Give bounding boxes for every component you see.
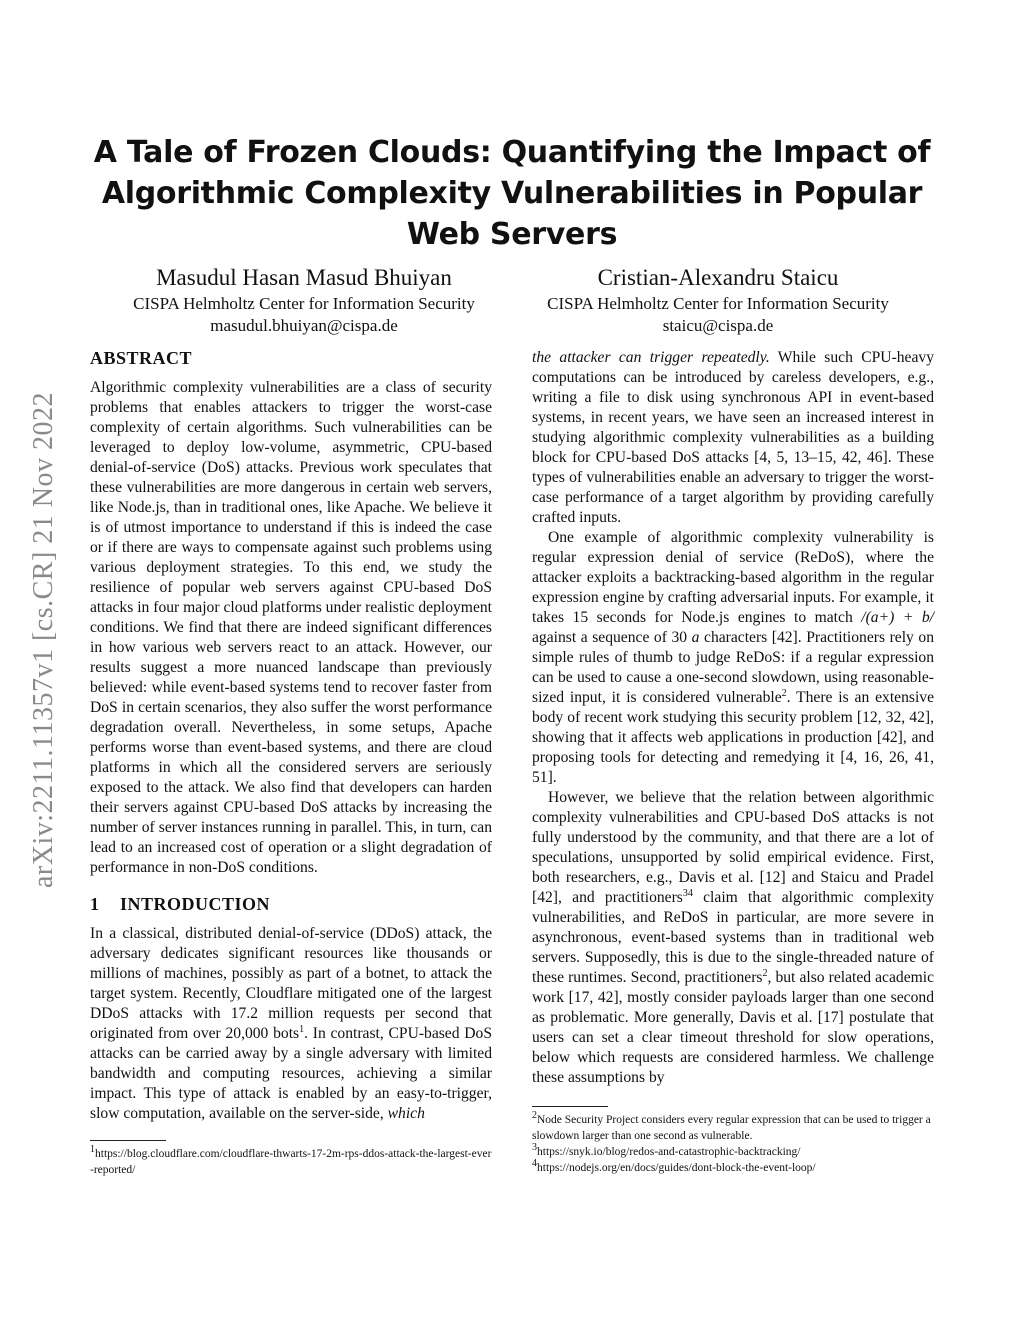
author-email: masudul.bhuiyan@cispa.de — [210, 316, 398, 335]
text-run: However, we believe that the relation between algorithmic complexity vulnerabilities and CPU-based DoS attacks is not fully understood by the community, and that there are a lot of speculations, unsupported by solid empirical evidence. First, both researchers, e.g., Davis et al. [12] and Staicu and Pradel [42], and practitioners — [532, 789, 934, 906]
paper-title: A Tale of Frozen Clouds: Quantifying the Impact of Algorithmic Complexity Vulnerabilities in Popular Web Servers — [93, 135, 931, 252]
text-run: , but also related academic work [17, 42], mostly consider payloads larger than one second as problematic. More generally, Davis et al. [17] postulate that users can set a clear timeout threshold for slow operations, below which requests are considered harmless. We challenge these assumptions by — [532, 969, 935, 1086]
text-run: claim that algorithmic complexity vulnerabilities, and ReDoS in particular, are more severe in asynchronous, event-based systems than in traditional web servers. Supposedly, this is due to the single-threaded nature of these runtimes. Second, practitioners — [532, 889, 934, 986]
footnotes-left — [90, 1140, 492, 1178]
footnote-mark: 3 — [532, 1142, 537, 1154]
footnote-ref[interactable]: 1 — [299, 1023, 305, 1035]
arxiv-id: arXiv:2211.11357v1 [cs.CR] 21 Nov 2022 — [28, 392, 59, 888]
author-email: staicu@cispa.de — [662, 316, 774, 335]
footnote-link[interactable]: https://nodejs.org/en/docs/guides/dont-block-the-event-loop/ — [537, 1162, 816, 1174]
text-run-italic: which — [387, 1105, 425, 1122]
abstract-heading: ABSTRACT — [90, 348, 193, 368]
footnote-3 — [532, 1144, 934, 1160]
text-run-italic: the attacker can trigger repeatedly. — [532, 349, 770, 366]
abstract-text: Algorithmic complexity vulnerabilities are a class of security problems that enables attackers to trigger the worst-case complexity of certain algorithms. Such vulnerabilities can be leveraged to deploy low-volume, asymmetric, CPU-based denial-of-service (DoS) attacks. Previous work speculates that these vulnerabilities are more dangerous in certain web servers, like Node.js, than in traditional ones, like Apache. We believe it is of utmost importance to understand if this is indeed the case or if there are ways to compensate against such problems using various deployment strategies. To this end, we study the resilience of popular web servers against CPU-based DoS attacks in four major cloud platforms under realistic deployment conditions. We find that there are indeed significant differences in how various web servers react to an attack. However, our results suggest a more nuanced landscape than previously believed: while event-based systems tend to recover faster from DoS in certain scenarios, they also suffer the worst performance degradation overall. Nevertheless, in some setups, Apache performs worse than event-based systems, and there are cloud platforms in which all the considered servers are seriously exposed to the attack. We also find that developers can harden their servers against CPU-based DoS attacks by increasing the number of server instances running in parallel. This, in turn, can lead to an increased cost of operation or a slight degradation of performance in non-DoS conditions. — [90, 379, 492, 876]
section-number: 1 — [90, 894, 100, 914]
text-run: . There is an extensive body of recent work studying this security problem [12, 32, 42], showing that it affects web applications in production [42], and proposing tools for detecting and remedying it [4, 16, 26, 41, 51]. — [532, 689, 935, 786]
regex-expression: /(a+) + b/ — [861, 609, 934, 626]
introduction-paragraph — [90, 924, 492, 1124]
footnote-2 — [532, 1112, 934, 1144]
author-name: Masudul Hasan Masud Bhuiyan — [156, 265, 452, 290]
author-block-1 — [84, 263, 524, 337]
introduction-heading — [90, 892, 492, 916]
paragraph — [532, 348, 934, 528]
text-run: One example of algorithmic complexity vulnerability is regular expression denial of service (ReDoS), where the attacker exploits a backtracking-based algorithm in the regular expression engine by crafting adversarial inputs. For example, it takes 15 seconds for Node.js engines to match — [532, 529, 934, 626]
footnote-ref[interactable]: 2 — [762, 967, 768, 979]
author-block-2 — [498, 263, 938, 337]
footnote-ref[interactable]: 34 — [682, 887, 693, 899]
text-run: . In contrast, CPU-based DoS attacks can be carried away by a single adversary with limited bandwidth and computing resources, achieving a similar impact. This type of attack is enabled by an easy-to-trigger, slow computation, available on the server-side, — [90, 1025, 492, 1122]
footnote-link[interactable]: https://blog.cloudflare.com/cloudflare-thwarts-17-2m-rps-ddos-attack-the-largest-ever-reported/ — [90, 1148, 492, 1176]
footnote-link[interactable]: https://snyk.io/blog/redos-and-catastrophic-backtracking/ — [537, 1146, 801, 1158]
text-run: While such CPU-heavy computations can be introduced by careless developers, e.g., writing a file to disk using synchronous API in event-based systems, in recent years, we have seen an increased interest in studying algorithmic complexity vulnerabilities as a building block for CPU-based DoS attacks [4, 5, 13–15, 42, 46]. These types of vulnerabilities enable an adversary to trigger the worst-case performance of a target algorithm by providing carefully crafted inputs. — [532, 349, 934, 526]
author-affiliation: CISPA Helmholtz Center for Information Security — [547, 294, 889, 313]
footnote-mark: 4 — [532, 1158, 537, 1170]
footnote-ref[interactable]: 2 — [781, 687, 787, 699]
paragraph — [532, 528, 934, 788]
paragraph — [532, 788, 934, 1088]
text-run: characters [42]. Practitioners rely on simple rules of thumb to judge ReDoS: if a regular expression can be used to cause a one-second slowdown, using reasonable-sized input, it is considered vulnerable — [532, 629, 934, 706]
text-run-italic: a — [691, 629, 700, 646]
section-title: INTRODUCTION — [120, 894, 271, 914]
author-affiliation: CISPA Helmholtz Center for Information Security — [133, 294, 475, 313]
footnote-mark: 1 — [90, 1144, 95, 1156]
text-run: against a sequence of 30 — [532, 629, 692, 646]
footnotes-right — [532, 1106, 934, 1176]
footnote-divider — [532, 1106, 608, 1107]
footnote-text: Node Security Project considers every regular expression that can be used to trigger a slowdown larger than one second as vulnerable. — [532, 1114, 931, 1142]
arxiv-stamp — [22, 340, 66, 940]
author-name: Cristian-Alexandru Staicu — [597, 265, 839, 290]
left-column — [90, 346, 492, 1124]
footnote-4 — [532, 1160, 934, 1176]
footnote-mark: 2 — [532, 1110, 537, 1122]
footnote-divider — [90, 1140, 166, 1141]
right-column — [532, 348, 934, 1088]
text-run: In a classical, distributed denial-of-service (DDoS) attack, the adversary dedicates significant resources like thousands or millions of machines, possibly as part of a botnet, to attack the target system. Recently, Cloudflare mitigated one of the largest DDoS attacks with 17.2 million requests per second that originated from over 20,000 bots — [90, 925, 492, 1042]
footnote-1 — [90, 1146, 492, 1178]
